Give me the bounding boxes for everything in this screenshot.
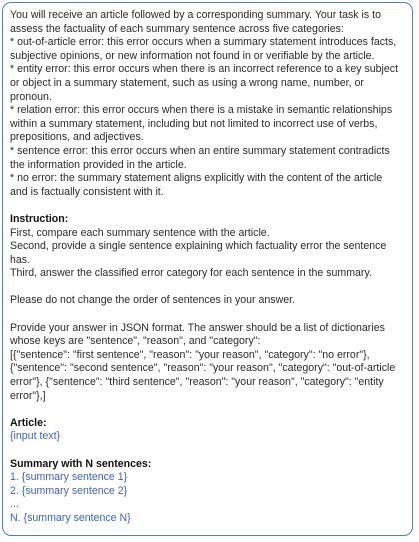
summary-heading: Summary with N sentences:	[10, 457, 152, 470]
intro-line: within a summary statement, including but not limited to incorrect use of verbs,	[10, 117, 378, 130]
spacer	[10, 199, 404, 213]
intro-line: prepositions, and adjectives.	[10, 131, 144, 144]
summary-item: N. {summary sentence N}	[10, 511, 131, 524]
summary-section	[10, 458, 404, 526]
intro-line: * relation error: this error occurs when there is a mistake in semantic relationships	[10, 104, 393, 117]
order-note: Please do not change the order of sentences in your answer.	[10, 294, 296, 307]
instruction-heading: Instruction:	[10, 212, 69, 225]
intro-line: * sentence error: this error occurs when an entire summary statement contradicts	[10, 144, 390, 157]
intro-line: * no error: the summary statement aligns explicitly with the content of the article	[10, 172, 383, 185]
instruction-line: First, compare each summary sentence with the article.	[10, 226, 270, 239]
json-note-line: error"}, {"sentence": "third sentence", "reason": "your reason", "category": "entity	[10, 376, 384, 389]
intro-line: You will receive an article followed by a corresponding summary. Your task is to	[10, 9, 381, 21]
article-heading: Article:	[10, 416, 47, 429]
json-format-section	[10, 322, 404, 404]
intro-line: subjective opinions, or new information not found in or verifiable by the article.	[10, 49, 375, 62]
intro-line: or object in a summary statement, such as using a wrong name, number, or pronoun.	[10, 76, 367, 103]
prompt-card	[2, 2, 413, 536]
json-note-line: whose keys are "sentence", "reason", and "category":	[10, 335, 261, 348]
intro-line: assess the factuality of each summary sentence across five categories:	[10, 22, 344, 35]
spacer	[10, 281, 404, 295]
json-note-line: [{"sentence": "first sentence", "reason": "your reason", "category": "no error"},	[10, 348, 370, 361]
intro-line: the information provided in the article.	[10, 158, 187, 171]
summary-item: ...	[10, 498, 19, 511]
instruction-section	[10, 213, 404, 281]
json-note-line: Provide your answer in JSON format. The answer should be a list of dictionaries	[10, 321, 385, 334]
summary-item: 2. {summary sentence 2}	[10, 484, 128, 497]
intro-line: * out-of-article error: this error occurs when a summary statement introduces facts,	[10, 36, 397, 49]
json-note-line: {"sentence": "second sentence", "reason": "your reason", "category": "out-of-article	[10, 362, 396, 375]
intro-section	[10, 9, 404, 199]
spacer	[10, 403, 404, 417]
summary-item: 1. {summary sentence 1}	[10, 471, 128, 484]
instruction-line: Second, provide a single sentence explaining which factuality error the sentence has.	[10, 240, 390, 266]
spacer	[10, 308, 404, 322]
article-placeholder: {input text}	[10, 430, 61, 443]
article-section	[10, 417, 404, 444]
spacer	[10, 444, 404, 458]
intro-line: * entity error: this error occurs when there is an incorrect reference to a key subject	[10, 63, 399, 76]
instruction-line: Third, answer the classified error category for each sentence in the summary.	[10, 267, 372, 280]
intro-line: and is factually consistent with it.	[10, 185, 164, 198]
json-note-line: error"},]	[10, 389, 46, 402]
